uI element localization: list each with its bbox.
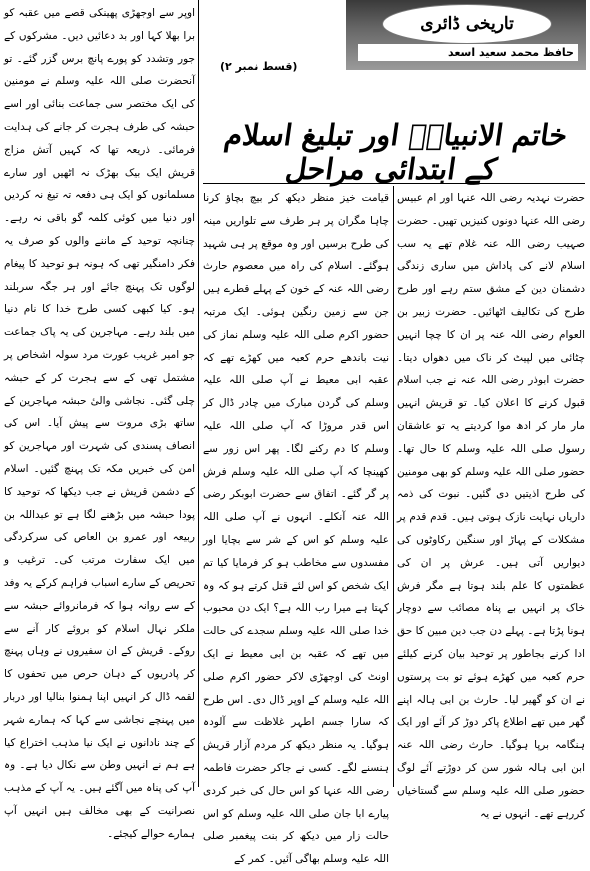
article-column-left [4,2,195,845]
article-column-right [397,187,585,825]
series-title: تاریخی ڈائری [382,4,552,44]
column-text: حضرت نہدیہ رضی اللہ عنہا اور ام عبیس رضی اللہ عنہا دونوں کنیزیں تھیں۔ حضرت صہیب رضی اللہ عنہ غلام تھے یہ سب اسلام لانے کی پاداش میں ساری زندگی دشمنان دین کے مشق ستم رہے اور طرح طرح کی تکالیف اٹھائیں۔ حضرت زبیر بن العوام رضی اللہ عنہ پر ان کا چچا انہیں چٹائی میں لپیٹ کر ناک میں دھواں دیتا۔ حضرت ابوذر رضی اللہ عنہ نے جب اسلام قبول کرنے کا اعلان کیا۔ تو قریش انہیں مار مار کر ادھ موا کردیتے یہ تو عاشقان رسول صلی اللہ علیہ وسلم کا حال تھا۔ حضور صلی اللہ علیہ وسلم کو بھی مومنین کی طرح اذیتیں دی گئیں۔ نبوت کی ذمہ داریاں نہایت نازک ہوتی ہیں۔ قدم قدم پر مشکلات کے پہاڑ اور سنگین رکاوٹوں کی دیواریں آتی ہیں۔ عرش پر ان کی عظمتوں کا علم بلند ہوتا ہے مگر فرش خاک پر انہیں بے پناہ مصائب سے دوچار ہونا پڑتا ہے۔ پہلے دن جب دین مبین کا حق ادا کرنے بجاطور پر توحید بیان کرنے کیلئے حرم کعبہ میں کھڑے ہوئے تو بت پرستوں نے ان کو گھیر لیا۔ حارث بن ابی ہالہ اپنے گھر میں تھے اطلاع پاکر دوڑ کر آئے اور ایک ہنگامہ برپا ہوگیا۔ حارث رضی اللہ عنہ ابن ابی ہالہ شور سن کر دوڑتے آئے لوگ حضور صلی اللہ علیہ وسلم سے گستاخیاں کررہے تھے۔ انہوں نے یہ [397,192,585,820]
column-divider [198,0,199,787]
column-text: قیامت خیز منظر دیکھ کر بیچ بچاؤ کرنا چاہا مگران پر ہر طرف سے تلواریں مینہ کی طرح برسیں اور وہ موقع پر ہی شہید ہوگئے۔ اسلام کی راہ میں معصوم حارث رضی اللہ عنہ کے خون کے پہلے قطرے ہیں جن سے زمین رنگین ہوئی۔ ایک مرتبہ حضور اکرم صلی اللہ علیہ وسلم نماز کی نیت باندھے حرم کعبہ میں کھڑے تھے کہ عقبہ ابی معیط نے آپ صلی اللہ علیہ وسلم کی گردن مبارک میں چادر ڈال کر اس قدر مروڑا کہ آپ صلی اللہ علیہ وسلم کا دم رکنے لگا۔ پھر اس زور سے کھینچا کہ آپ صلی اللہ علیہ وسلم فرش پر گر گئے۔ اتفاق سے حضرت ابوبکر رضی اللہ عنہ آنکلے۔ انہوں نے آپ صلی اللہ علیہ وسلم کو اس کے شر سے بچایا اور مفسدوں سے مخاطب ہو کر فرمایا کیا تم ایک شخص کو اس لئے قتل کرتے ہو کہ وہ کہتا ہے میرا رب اللہ ہے؟ ایک دن محبوب خدا صلی اللہ علیہ وسلم سجدے کی حالت میں تھے کہ عقبہ بن ابی معیط نے ایک اونٹ کی اوجھڑی لاکر حضور اکرم صلی اللہ علیہ وسلم کے اوپر ڈال دی۔ اس طرح کہ سارا جسم اطہر غلاظت سے آلودہ ہوگیا۔ یہ منظر دیکھ کر مردم آزار قریش ہنسنے لگے۔ کسی نے جاکر حضرت فاطمہ رضی اللہ عنہا کو اس حال کی خبر کردی پیارے ابا جان صلی اللہ علیہ وسلم کو اس حالت زار میں دیکھ کر بنت پیغمبر صلی اللہ علیہ وسلم بھاگی آئیں۔ کمر کے [203,192,389,866]
instalment-label: (قسط نمبر ۲) [220,60,298,73]
column-text: اوپر سے اوجھڑی پھینکی قصے میں عقبہ کو برا بھلا کہا اور بد دعائیں دیں۔ مشرکوں کے جور وتشدد کو پورے پانچ برس گزر گئے۔ تو آنحضرت صلی اللہ علیہ وسلم نے مومنین کی ایک مختصر سی جماعت بنائی اور اسے حبشہ کی طرف ہجرت کر جانے کی ہدایت فرمائی۔ ذریعہ تھا کہ کہیں آتش مزاج قریش ایک بیک بھڑک نہ اٹھیں اور سارے مسلمانوں کو ایک ہی دفعہ تہ تیغ نہ کردیں اور دنیا میں کوئی کلمہ گو باقی نہ رہے۔ چنانچہ توحید کے ماننے والوں کو صرف یہ فکر دامنگیر تھی کہ ہونہ ہو توحید کا پیغام لوگوں تک پہنچ جائے اور ہر جگہ سربلند ہو۔ کیا کبھی کسی طرح خدا کا نام دنیا میں بلند رہے۔ مہاجرین کی یہ پاک جماعت جو امیر غریب عورت مرد سولہ اشخاص پر مشتمل تھی کے سے ہجرت کر کے حبشہ چلی گئی۔ نجاشی والیٔ حبشہ مہاجرین کے ساتھ بڑی مروت سے پیش آیا۔ اس کی انصاف پسندی کی شہرت اور مہاجرین کو امن کی خبریں مکہ تک پہنچ گئیں۔ اسلام کے دشمن قریش نے جب دیکھا کہ توحید کا پودا حبشہ میں بڑھنے لگا ہے تو عبداللہ بن ربیعہ اور عمرو بن العاص کی سرکردگی میں ایک سفارت مرتب کی۔ ترغیب و تحریص کے سارے اسباب فراہم کرکے یہ وفد کے سے روانہ ہوا کہ فرمانروائے حبشہ سے ملکر نہال اسلام کو بروئے کار آنے سے روکے۔ قریش کے ان سفیروں نے وہاں پہنچ کر پادریوں کے دہان حرص میں تحفوں کا لقمہ ڈال کر انہیں اپنا ہمنوا بنالیا اور دربار میں پہنچے نجاشی سے کہا کہ ہمارے شہر کے چند نادانوں نے ایک نیا مذہب اختراع کیا ہے ہم نے انہیں وطن سے نکال دیا ہے۔ وہ آپ کی پناہ میں آگئے ہیں۔ یہ آپ کے مذہب نصرانیت کے بھی مخالف ہیں انہیں آپ ہمارے حوالے کیجئے۔ [4,7,195,840]
headline: خاتم الانبیاءؐ اور تبلیغ اسلام کے ابتدائی مراحل [222,118,570,186]
series-header [346,0,586,70]
column-divider [393,186,394,787]
author-byline: حافظ محمد سعید اسعد [358,44,578,61]
article-column-middle [203,187,389,871]
